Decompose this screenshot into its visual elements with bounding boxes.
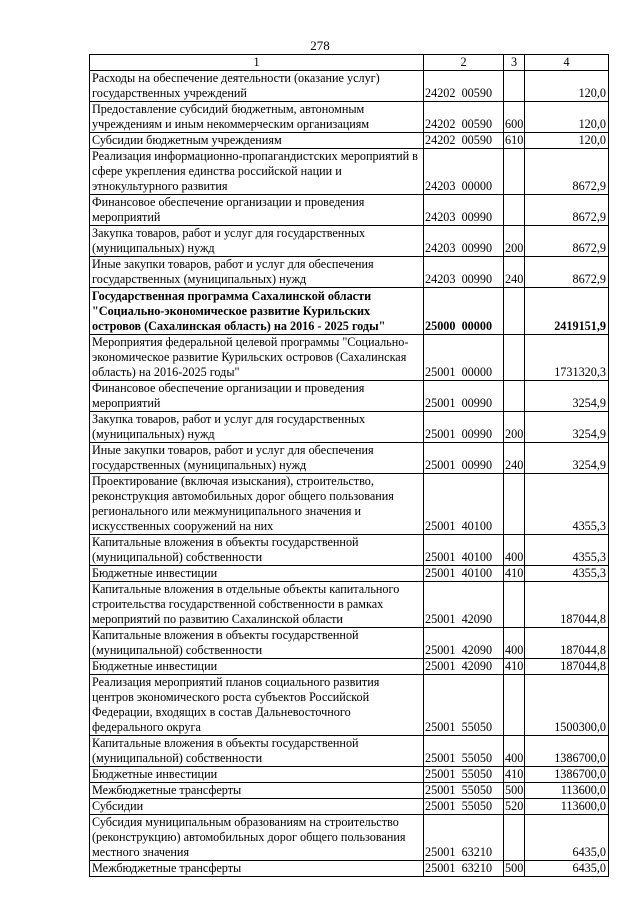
row-code: 25001 63210 xyxy=(424,861,504,877)
row-amount: 8672,9 xyxy=(525,149,609,195)
table-row xyxy=(90,195,609,226)
table-row xyxy=(90,799,609,815)
table-row xyxy=(90,783,609,799)
row-code: 24203 00990 xyxy=(424,226,504,257)
row-code: 24203 00000 xyxy=(424,149,504,195)
row-name: Закупка товаров, работ и услуг для государственных (муниципальных) нужд xyxy=(90,412,424,443)
table-row xyxy=(90,102,609,133)
row-amount: 113600,0 xyxy=(525,799,609,815)
row-amount: 3254,9 xyxy=(525,381,609,412)
row-expense-type: 400 xyxy=(504,736,525,767)
row-code: 25001 55050 xyxy=(424,799,504,815)
row-amount: 120,0 xyxy=(525,71,609,102)
row-expense-type: 410 xyxy=(505,767,524,781)
row-code: 24203 00990 xyxy=(424,195,504,226)
row-expense-type: 410 xyxy=(505,566,524,580)
row-name: Проектирование (включая изыскания), строительство, реконструкция автомобильных дорог общего пользования регионального или межмуниципального значения и искусственных сооружений на них xyxy=(90,474,424,535)
column-header: 4 xyxy=(525,55,609,71)
table-row xyxy=(90,381,609,412)
table-row xyxy=(90,628,609,659)
row-amount: 4355,3 xyxy=(525,566,609,582)
row-name: Закупка товаров, работ и услуг для государственных (муниципальных) нужд xyxy=(90,226,424,257)
table-row xyxy=(90,675,609,736)
row-name: Субсидия муниципальным образованиям на строительство (реконструкцию) автомобильных дорог общего пользования местного значения xyxy=(90,815,424,861)
row-code: 25001 00990 xyxy=(424,381,504,412)
row-amount: 120,0 xyxy=(525,102,609,133)
row-amount: 187044,8 xyxy=(525,582,609,628)
row-expense-type xyxy=(504,381,525,412)
row-expense-type: 200 xyxy=(504,412,525,443)
row-name: Финансовое обеспечение организации и проведения мероприятий xyxy=(90,195,424,226)
row-name: Бюджетные инвестиции xyxy=(90,566,424,582)
row-amount: 1386700,0 xyxy=(525,767,609,783)
row-code: 25001 63210 xyxy=(424,815,504,861)
row-expense-type: 240 xyxy=(504,443,525,474)
row-code: 25001 00990 xyxy=(424,443,504,474)
row-code: 25001 55050 xyxy=(424,783,504,799)
row-code: 25001 00000 xyxy=(424,335,504,381)
row-name: Иные закупки товаров, работ и услуг для обеспечения государственных (муниципальных) нужд xyxy=(90,443,424,474)
table-row xyxy=(90,226,609,257)
row-code: 24202 00590 xyxy=(424,102,504,133)
row-code: 25001 40100 xyxy=(424,474,504,535)
column-header: 1 xyxy=(90,55,424,71)
row-name: Субсидии xyxy=(90,799,424,815)
row-code: 25001 55050 xyxy=(424,767,504,783)
row-expense-type xyxy=(504,815,525,861)
row-code: 25001 55050 xyxy=(424,736,504,767)
row-name: Иные закупки товаров, работ и услуг для обеспечения государственных (муниципальных) нужд xyxy=(90,257,424,288)
row-amount: 187044,8 xyxy=(525,628,609,659)
row-code: 25001 42090 xyxy=(424,659,504,675)
row-expense-type: 610 xyxy=(505,133,524,147)
row-expense-type xyxy=(504,71,525,102)
row-expense-type: 520 xyxy=(505,799,524,813)
row-expense-type: 400 xyxy=(504,628,525,659)
table-row xyxy=(90,71,609,102)
row-expense-type xyxy=(504,195,525,226)
row-name: Предоставление субсидий бюджетным, автономным учреждениям и иным некоммерческим организациям xyxy=(90,102,424,133)
table-row xyxy=(90,149,609,195)
row-name: Мероприятия федеральной целевой программы "Социально-экономическое развитие Курильских островов (Сахалинская область) на 2016-2025 годы" xyxy=(90,335,424,381)
row-code: 24202 00590 xyxy=(424,133,504,149)
table-row xyxy=(90,566,609,582)
row-name: Реализация мероприятий планов социального развития центров экономического роста субъектов Российской Федерации, входящих в состав Дальневосточного федерального округа xyxy=(90,675,424,736)
row-name: Межбюджетные трансферты xyxy=(90,861,424,877)
column-header: 2 xyxy=(424,55,504,71)
table-row xyxy=(90,412,609,443)
row-name: Реализация информационно-пропагандистских мероприятий в сфере укрепления единства российской нации и этнокультурного развития xyxy=(90,149,424,195)
header-row xyxy=(90,55,609,71)
table-row xyxy=(90,767,609,783)
row-amount: 1500300,0 xyxy=(525,675,609,736)
table-row xyxy=(90,443,609,474)
row-amount: 6435,0 xyxy=(525,815,609,861)
row-amount: 6435,0 xyxy=(525,861,609,877)
row-code: 25001 00990 xyxy=(424,412,504,443)
row-name: Капитальные вложения в объекты государственной (муниципальной) собственности xyxy=(90,736,424,767)
row-amount: 4355,3 xyxy=(525,535,609,566)
row-amount: 3254,9 xyxy=(525,412,609,443)
row-expense-type xyxy=(504,149,525,195)
row-expense-type: 500 xyxy=(505,861,524,875)
row-name: Бюджетные инвестиции xyxy=(90,659,424,675)
row-amount: 187044,8 xyxy=(525,659,609,675)
row-code: 25001 42090 xyxy=(424,628,504,659)
row-name: Расходы на обеспечение деятельности (оказание услуг) государственных учреждений xyxy=(90,71,424,102)
table-row xyxy=(90,582,609,628)
table-row xyxy=(90,133,609,149)
row-code: 25001 42090 xyxy=(424,582,504,628)
row-amount: 8672,9 xyxy=(525,257,609,288)
row-amount: 2419151,9 xyxy=(525,288,609,335)
row-expense-type xyxy=(504,675,525,736)
row-amount: 8672,9 xyxy=(525,195,609,226)
row-amount: 1386700,0 xyxy=(525,736,609,767)
row-name: Капитальные вложения в объекты государственной (муниципальной) собственности xyxy=(90,535,424,566)
table-row xyxy=(90,861,609,877)
row-amount: 3254,9 xyxy=(525,443,609,474)
row-expense-type: 600 xyxy=(504,102,525,133)
row-expense-type: 240 xyxy=(504,257,525,288)
row-code: 24203 00990 xyxy=(424,257,504,288)
row-expense-type xyxy=(504,582,525,628)
row-name: Капитальные вложения в объекты государственной (муниципальной) собственности xyxy=(90,628,424,659)
row-amount: 8672,9 xyxy=(525,226,609,257)
row-name: Субсидии бюджетным учреждениям xyxy=(90,133,424,149)
row-code: 25001 40100 xyxy=(424,535,504,566)
row-code: 25001 40100 xyxy=(424,566,504,582)
row-code: 25000 00000 xyxy=(424,288,504,335)
row-amount: 120,0 xyxy=(525,133,609,149)
budget-table-body xyxy=(90,55,609,877)
row-expense-type: 200 xyxy=(504,226,525,257)
row-name: Государственная программа Сахалинской области "Социально-экономическое развитие Курильских островов (Сахалинская область) на 2016 - 2025 годы" xyxy=(90,288,424,335)
table-row xyxy=(90,535,609,566)
row-name: Финансовое обеспечение организации и проведения мероприятий xyxy=(90,381,424,412)
row-code: 24202 00590 xyxy=(424,71,504,102)
row-amount: 4355,3 xyxy=(525,474,609,535)
budget-table xyxy=(89,54,609,877)
row-expense-type: 500 xyxy=(505,783,524,797)
table-row xyxy=(90,815,609,861)
row-amount: 1731320,3 xyxy=(525,335,609,381)
row-name: Бюджетные инвестиции xyxy=(90,767,424,783)
row-expense-type xyxy=(504,474,525,535)
column-header: 3 xyxy=(504,55,525,71)
table-row xyxy=(90,257,609,288)
row-name: Межбюджетные трансферты xyxy=(90,783,424,799)
table-row xyxy=(90,288,609,335)
table-row xyxy=(90,736,609,767)
page-number: 278 xyxy=(310,38,330,53)
row-expense-type: 410 xyxy=(505,659,524,673)
table-row xyxy=(90,659,609,675)
row-amount: 113600,0 xyxy=(525,783,609,799)
table-row xyxy=(90,474,609,535)
row-code: 25001 55050 xyxy=(424,675,504,736)
row-name: Капитальные вложения в отдельные объекты капитального строительства государственной собственности в рамках мероприятий по развитию Сахалинской области xyxy=(90,582,424,628)
row-expense-type: 400 xyxy=(504,535,525,566)
row-expense-type xyxy=(504,335,525,381)
table-row xyxy=(90,335,609,381)
row-expense-type xyxy=(504,288,525,335)
